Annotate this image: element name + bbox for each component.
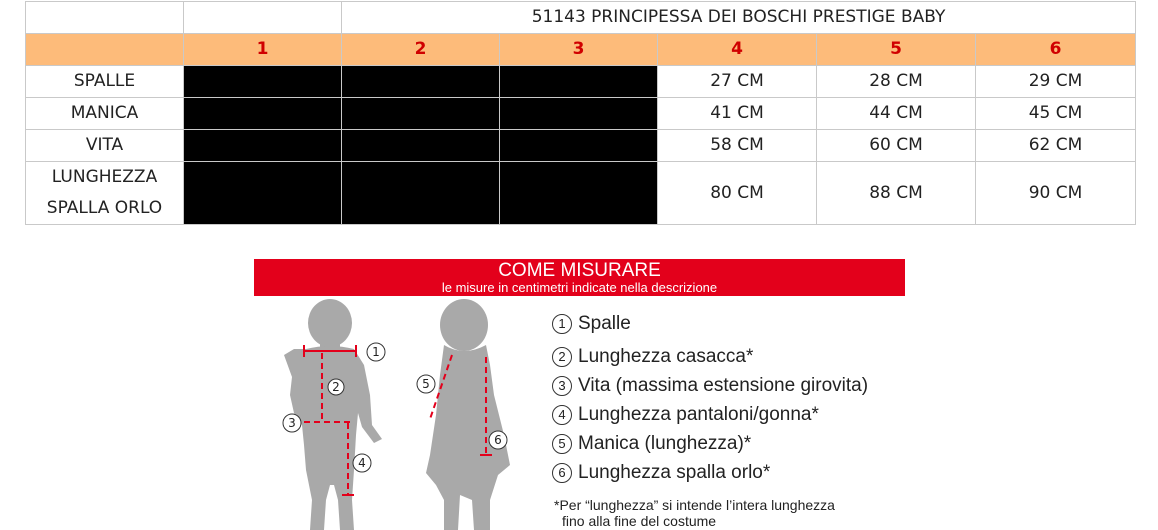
legend-number: 1 bbox=[552, 314, 572, 334]
size-table bbox=[25, 1, 1136, 225]
measure-cell: 62 CM bbox=[976, 130, 1136, 162]
child-silhouettes-illustration bbox=[254, 295, 544, 530]
measuring-guide bbox=[254, 259, 906, 530]
redacted-cell bbox=[342, 98, 500, 130]
table-row bbox=[26, 66, 1136, 98]
redacted-cell bbox=[500, 98, 658, 130]
legend-text: Lunghezza pantaloni/gonna* bbox=[578, 404, 819, 425]
legend-item bbox=[552, 458, 868, 487]
size-header-row bbox=[26, 34, 1136, 66]
size-header: 3 bbox=[500, 34, 658, 66]
row-label-line: LUNGHEZZA bbox=[51, 167, 158, 187]
marker-2: 2 bbox=[332, 380, 340, 394]
legend-text: Spalle bbox=[578, 313, 631, 334]
table-row bbox=[26, 130, 1136, 162]
guide-title: COME MISURARE bbox=[498, 260, 661, 281]
redacted-cell bbox=[184, 98, 342, 130]
guide-banner bbox=[254, 259, 905, 296]
legend-number: 4 bbox=[552, 405, 572, 425]
marker-5: 5 bbox=[422, 377, 430, 391]
redacted-cell bbox=[342, 130, 500, 162]
measure-cell: 80 CM bbox=[658, 162, 817, 225]
redacted-cell bbox=[342, 162, 500, 225]
footnote-line: fino alla fine del costume bbox=[562, 513, 717, 529]
row-label: MANICA bbox=[26, 98, 184, 130]
legend-item bbox=[552, 429, 868, 458]
row-label bbox=[26, 162, 184, 225]
legend-text: Manica (lunghezza)* bbox=[578, 433, 752, 454]
empty-cell bbox=[184, 2, 342, 34]
guide-subtitle: le misure in centimetri indicate nella descrizione bbox=[441, 280, 718, 295]
length-footnote bbox=[554, 497, 835, 529]
measure-cell: 88 CM bbox=[817, 162, 976, 225]
legend-item bbox=[552, 309, 868, 338]
redacted-cell bbox=[500, 66, 658, 98]
product-title: 51143 PRINCIPESSA DEI BOSCHI PRESTIGE BABY bbox=[342, 2, 1136, 34]
legend-number: 6 bbox=[552, 463, 572, 483]
legend-item bbox=[552, 400, 868, 429]
measure-cell: 27 CM bbox=[658, 66, 817, 98]
measure-cell: 45 CM bbox=[976, 98, 1136, 130]
measure-cell: 58 CM bbox=[658, 130, 817, 162]
size-header: 4 bbox=[658, 34, 817, 66]
measure-legend bbox=[552, 309, 868, 487]
measure-cell: 29 CM bbox=[976, 66, 1136, 98]
redacted-cell bbox=[184, 162, 342, 225]
measure-cell: 44 CM bbox=[817, 98, 976, 130]
redacted-cell bbox=[500, 130, 658, 162]
size-header: 5 bbox=[817, 34, 976, 66]
side-child-silhouette bbox=[426, 299, 510, 530]
size-header: 2 bbox=[342, 34, 500, 66]
marker-3: 3 bbox=[288, 416, 296, 430]
marker-6: 6 bbox=[494, 433, 502, 447]
measure-cell: 90 CM bbox=[976, 162, 1136, 225]
empty-cell bbox=[26, 2, 184, 34]
row-label: SPALLE bbox=[26, 66, 184, 98]
footnote-line: *Per “lunghezza” si intende l’intera lunghezza bbox=[554, 497, 835, 513]
size-header: 1 bbox=[184, 34, 342, 66]
legend-number: 5 bbox=[552, 434, 572, 454]
measure-cell: 41 CM bbox=[658, 98, 817, 130]
table-row bbox=[26, 162, 1136, 225]
legend-text: Lunghezza casacca* bbox=[578, 346, 754, 367]
redacted-cell bbox=[184, 130, 342, 162]
front-child-silhouette bbox=[284, 299, 382, 530]
title-row bbox=[26, 2, 1136, 34]
row-label: VITA bbox=[26, 130, 184, 162]
marker-4: 4 bbox=[358, 456, 366, 470]
legend-number: 2 bbox=[552, 347, 572, 367]
size-header: 6 bbox=[976, 34, 1136, 66]
legend-text: Lunghezza spalla orlo* bbox=[578, 462, 771, 483]
header-empty-cell bbox=[26, 34, 184, 66]
redacted-cell bbox=[342, 66, 500, 98]
legend-item bbox=[552, 371, 868, 400]
legend-item bbox=[552, 342, 868, 371]
legend-text: Vita (massima estensione girovita) bbox=[578, 375, 869, 396]
row-label-line: SPALLA ORLO bbox=[46, 198, 163, 218]
measure-cell: 28 CM bbox=[817, 66, 976, 98]
table-row bbox=[26, 98, 1136, 130]
marker-1: 1 bbox=[372, 345, 380, 359]
legend-number: 3 bbox=[552, 376, 572, 396]
redacted-cell bbox=[184, 66, 342, 98]
redacted-cell bbox=[500, 162, 658, 225]
measure-cell: 60 CM bbox=[817, 130, 976, 162]
